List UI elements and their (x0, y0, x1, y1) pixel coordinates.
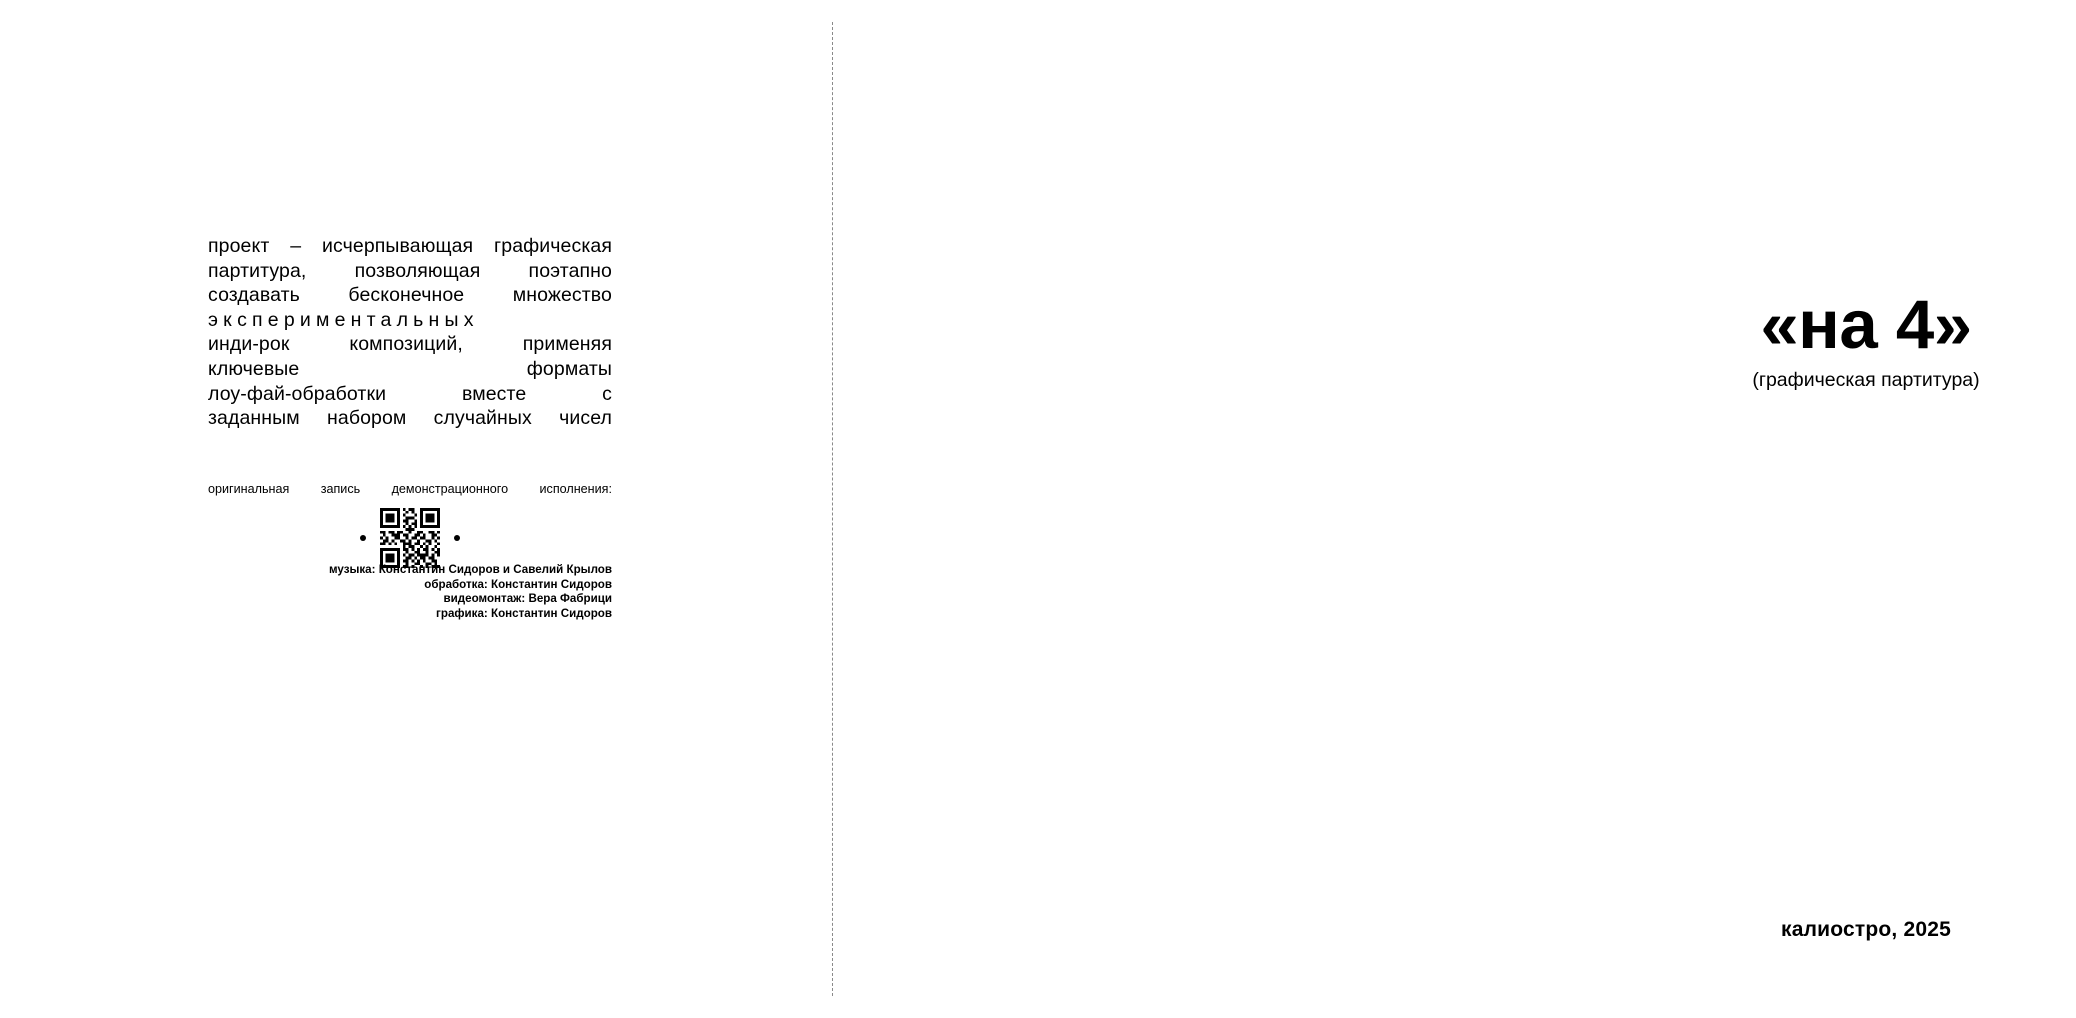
front-cover (720, 0, 1980, 1018)
dot-left-icon (360, 535, 366, 541)
blurb-line: экспериментальных (208, 308, 479, 331)
imprint: калиостро, 2025 (1781, 918, 1951, 941)
credit-line: графика: Константин Сидоров (436, 606, 612, 620)
back-cover (0, 0, 720, 1018)
credit-line: музыка: Константин Сидоров и Савелий Крылов (329, 563, 612, 576)
dot-right-icon (454, 535, 460, 541)
credits-list (208, 563, 612, 621)
blurb-line: заданным набором случайных чисел (208, 407, 612, 430)
title-block (1656, 288, 2076, 392)
fold-line (832, 22, 833, 996)
qr-code-icon[interactable] (380, 508, 440, 568)
qr-row (208, 508, 612, 568)
recording-label: оригинальная запись демонстрационного исполнения: (208, 482, 612, 496)
blurb-line: ключевые форматы (208, 357, 612, 380)
credit-line: видеомонтаж: Вера Фабрици (443, 592, 612, 606)
blurb-line: лоу-фай-обработки вместе с (208, 382, 612, 405)
blurb-line: инди-рок композиций, применяя (208, 333, 612, 356)
blurb-line: создавать бесконечное множество (208, 284, 612, 307)
credit-line: обработка: Константин Сидоров (424, 577, 612, 591)
blurb-line: партитура, позволяющая поэтапно (208, 259, 612, 282)
page-title: «на 4» (1760, 286, 1972, 363)
blurb-line: проект – исчерпывающая графическая (208, 235, 612, 257)
project-description (208, 234, 612, 431)
page-subtitle: (графическая партитура) (1752, 369, 1980, 391)
